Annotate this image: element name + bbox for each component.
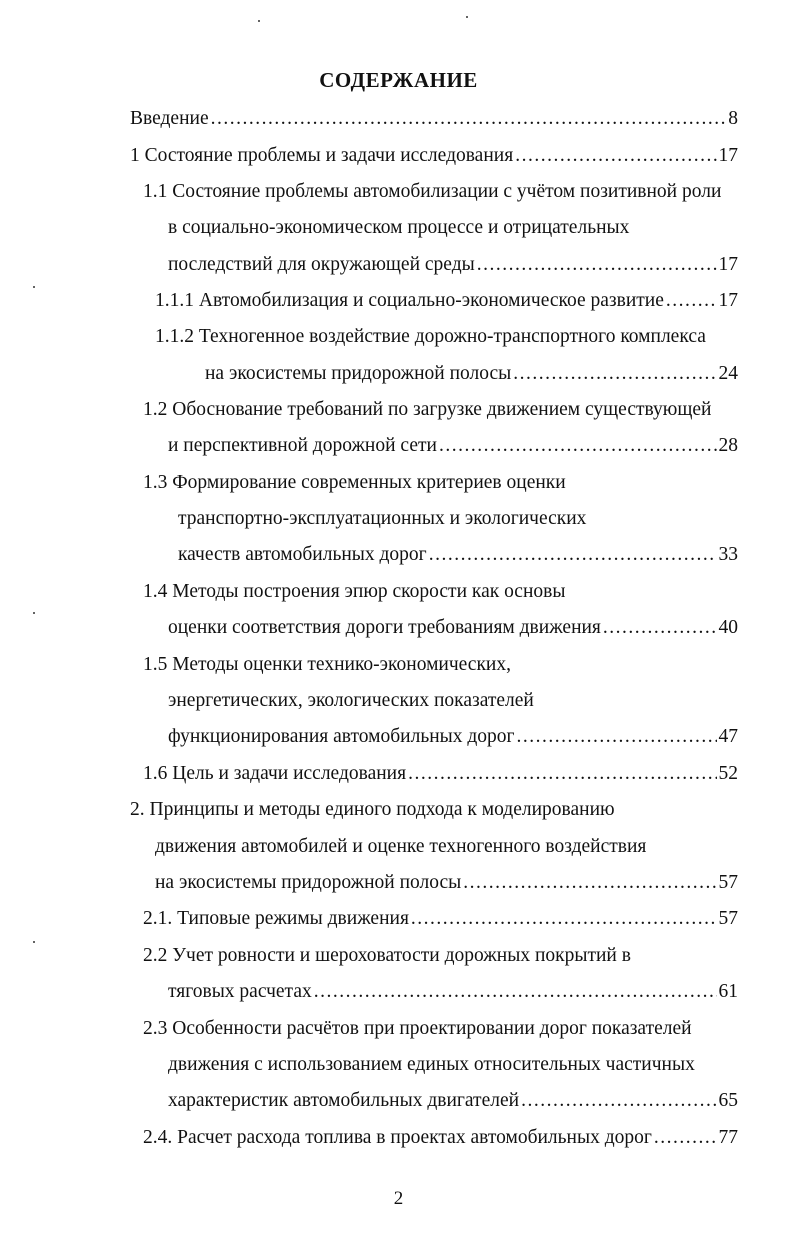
toc-entry-introduction	[130, 105, 738, 133]
toc-entry-1-1	[168, 251, 738, 279]
toc-leader-dots	[515, 142, 716, 170]
toc-page-number: 77	[718, 1127, 738, 1148]
toc-leader-dots	[654, 1124, 717, 1152]
toc-entry-text: Введение	[130, 108, 209, 129]
toc-entry-text: 2.4. Расчет расхода топлива в проектах автомобильных дорог	[143, 1127, 652, 1148]
toc-leader-dots	[513, 360, 716, 388]
toc-leader-dots	[314, 978, 717, 1006]
toc-entry-1	[130, 142, 738, 170]
toc-page-number: 57	[718, 872, 738, 893]
toc-entry-1-5-line-1: 1.5 Методы оценки технико-экономических,	[143, 654, 511, 675]
toc-leader-dots	[521, 1087, 716, 1115]
toc-entry-1-3	[178, 541, 738, 569]
toc-page-number: 24	[718, 363, 738, 384]
scan-speck	[33, 612, 35, 614]
toc-leader-dots	[603, 614, 717, 642]
toc-entry-1-5-line-2: энергетических, экологических показателей	[168, 690, 534, 711]
page-number: 2	[393, 1188, 404, 1209]
toc-page-number: 57	[718, 908, 738, 929]
toc-entry-2-4	[143, 1124, 738, 1152]
toc-entry-1-1-line-2: в социально-экономическом процессе и отрицательных	[168, 217, 630, 238]
toc-entry-1-3-line-1: 1.3 Формирование современных критериев оценки	[143, 472, 566, 493]
toc-entry-text: 2.1. Типовые режимы движения	[143, 908, 409, 929]
scan-speck	[33, 286, 35, 288]
toc-leader-dots	[463, 869, 716, 897]
toc-page-number: 28	[718, 435, 738, 456]
toc-entry-text: 1.1.1 Автомобилизация и социально-экономическое развитие	[155, 290, 664, 311]
scan-speck	[33, 941, 35, 943]
toc-entry-1-1-2	[205, 360, 738, 388]
toc-entry-2-3-line-1: 2.3 Особенности расчётов при проектировании дорог показателей	[143, 1018, 692, 1039]
toc-page-number: 17	[718, 145, 738, 166]
toc-entry-2-2-line-1: 2.2 Учет ровности и шероховатости дорожных покрытий в	[143, 945, 631, 966]
scan-speck	[466, 16, 468, 18]
toc-page-number: 47	[718, 726, 738, 747]
toc-entry-text: на экосистемы придорожной полосы	[205, 363, 512, 384]
toc-page-number: 17	[718, 254, 738, 275]
toc-page-number: 61	[718, 981, 738, 1002]
toc-entry-text: 1.6 Цель и задачи исследования	[143, 763, 407, 784]
toc-entry-text: характеристик автомобильных двигателей	[168, 1090, 520, 1111]
toc-entry-2	[155, 869, 738, 897]
toc-leader-dots	[439, 432, 717, 460]
toc-leader-dots	[666, 287, 717, 315]
toc-entry-2-3	[168, 1087, 738, 1115]
toc-page-number: 40	[718, 617, 738, 638]
toc-entry-1-5	[168, 723, 738, 751]
toc-entry-1-3-line-2: транспортно-эксплуатационных и экологических	[178, 508, 587, 529]
toc-leader-dots	[517, 723, 717, 751]
toc-entry-1-2-line-1: 1.2 Обоснование требований по загрузке движением существующей	[143, 399, 712, 420]
toc-page-number: 33	[718, 544, 738, 565]
toc-entry-1-1-line-1: 1.1 Состояние проблемы автомобилизации с учётом позитивной роли	[143, 181, 722, 202]
toc-leader-dots	[408, 760, 716, 788]
toc-leader-dots	[429, 541, 717, 569]
toc-entry-text: оценки соответствия дороги требованиям движения	[168, 617, 601, 638]
toc-entry-text: последствий для окружающей среды	[168, 254, 475, 275]
toc-entry-2-line-2: движения автомобилей и оценке техногенного воздействия	[155, 836, 647, 857]
toc-entry-2-3-line-2: движения с использованием единых относительных частичных	[168, 1054, 695, 1075]
toc-entry-text: на экосистемы придорожной полосы	[155, 872, 462, 893]
toc-entry-2-line-1: 2. Принципы и методы единого подхода к моделированию	[130, 799, 615, 820]
toc-entry-2-1	[143, 905, 738, 933]
toc-page-number: 8	[728, 108, 738, 129]
toc-entry-text: и перспективной дорожной сети	[168, 435, 437, 456]
toc-page-number: 52	[718, 763, 738, 784]
toc-entry-1-1-1	[155, 287, 738, 315]
page-title: СОДЕРЖАНИЕ	[319, 68, 478, 92]
toc-entry-1-2	[168, 432, 738, 460]
toc-entry-text: тяговых расчетах	[168, 981, 312, 1002]
toc-leader-dots	[411, 905, 717, 933]
toc-entry-text: функционирования автомобильных дорог	[168, 726, 515, 747]
toc-entry-1-1-2-line-1: 1.1.2 Техногенное воздействие дорожно-транспортного комплекса	[155, 326, 706, 347]
toc-entry-2-2	[168, 978, 738, 1006]
toc-entry-1-4	[168, 614, 738, 642]
toc-entry-text: качеств автомобильных дорог	[178, 544, 427, 565]
toc-leader-dots	[477, 251, 717, 279]
toc-entry-1-4-line-1: 1.4 Методы построения эпюр скорости как основы	[143, 581, 566, 602]
toc-entry-1-6	[143, 760, 738, 788]
toc-leader-dots	[211, 105, 727, 133]
toc-page-number: 65	[718, 1090, 738, 1111]
scan-speck	[258, 20, 260, 22]
toc-page-number: 17	[718, 290, 738, 311]
toc-entry-text: 1 Состояние проблемы и задачи исследования	[130, 145, 514, 166]
